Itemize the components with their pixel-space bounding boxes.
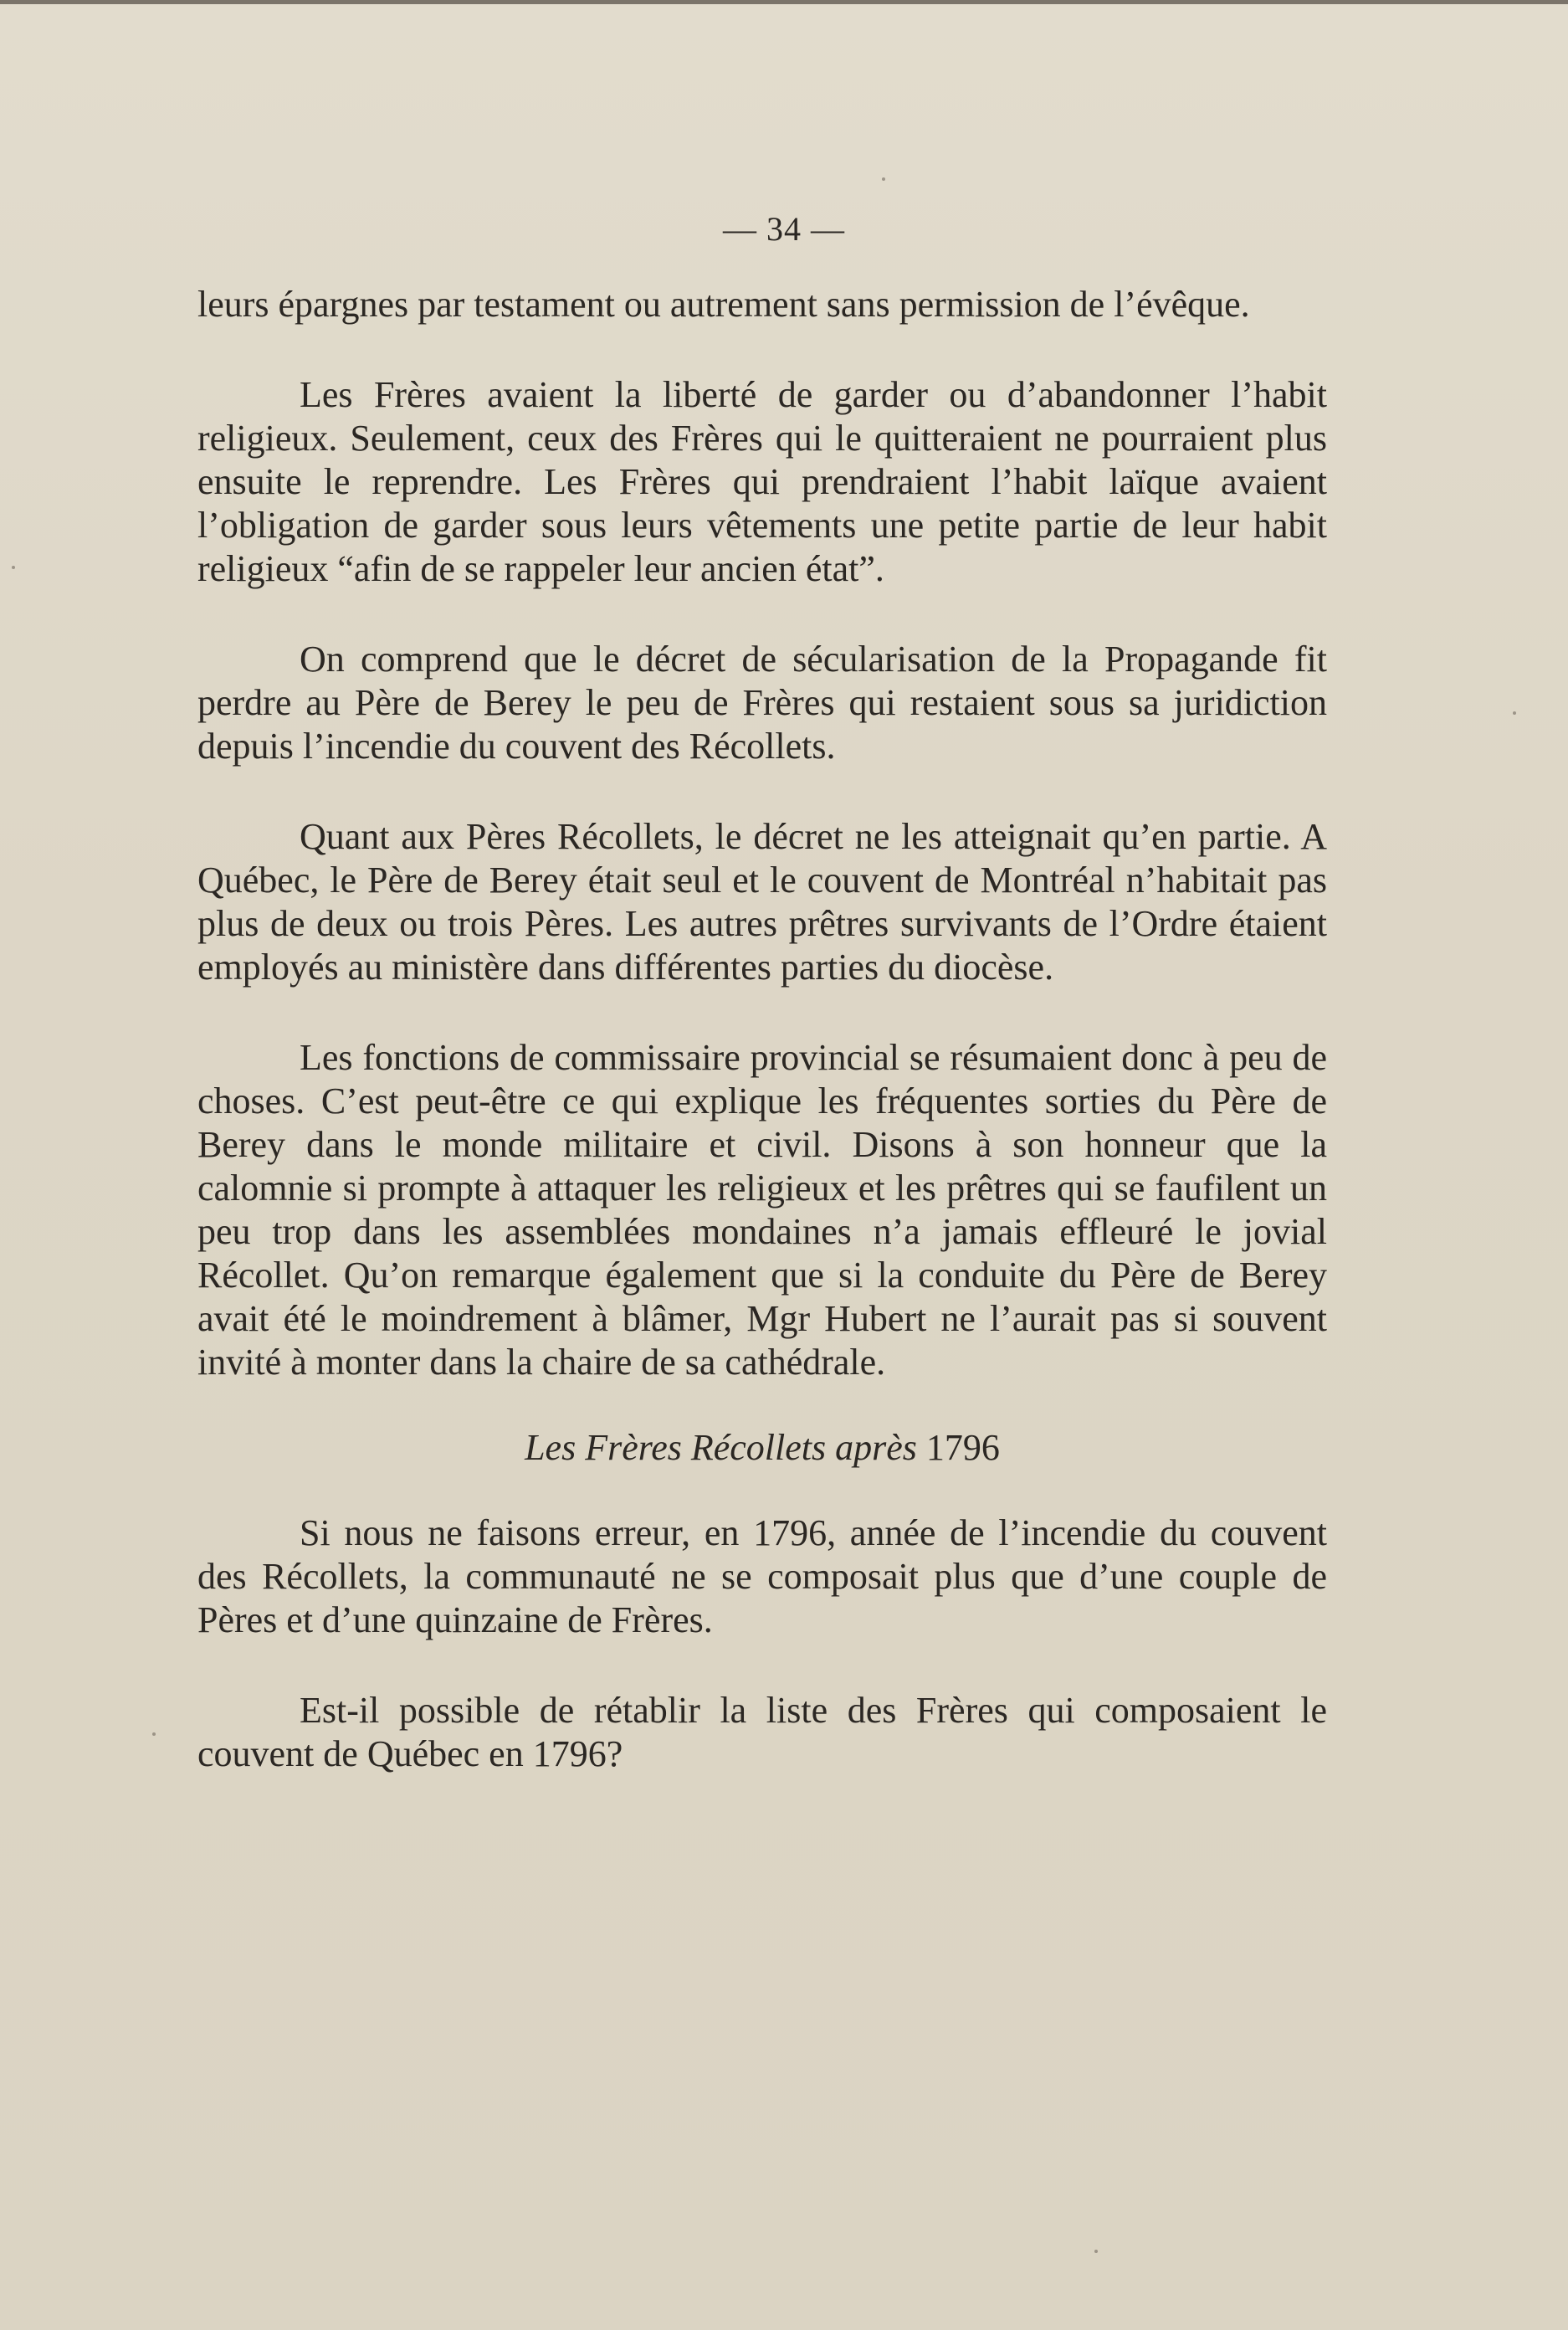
paragraph-5: Les fonctions de commissaire provincial se résumaient donc à peu de choses. C’est peut-être ce qui explique les fréquentes sorties du Père de Berey dans le monde militaire et civil. Disons à son honneur que la calomnie si prompte à attaquer les religieux et les prêtres qui se faufilent un peu trop dans les assemblées mondaines n’a jamais effleuré le jovial Récollet. Qu’on remarque également que si la conduite du Père de Berey avait été le moindrement à blâmer, Mgr Hubert ne l’aurait pas si souvent invité à monter dans la chaire de sa cathédrale. (197, 1037, 1327, 1383)
paragraph-4: Quant aux Pères Récollets, le décret ne les atteignait qu’en partie. A Québec, le Père de Berey était seul et le couvent de Montréal n’habitait pas plus de deux ou trois Pères. Les autres prêtres survivants de l’Ordre étaient employés au ministère dans différentes parties du diocèse. (197, 816, 1327, 988)
paragraph-2: Les Frères avaient la liberté de garder ou d’abandonner l’habit religieux. Seulement, ceux des Frères qui le quitteraient ne pourraient plus ensuite le reprendre. Les Frères qui prendraient l’habit laïque avaient l’obligation de garder sous leurs vêtements une petite partie de leur habit religieux “afin de se rappeler leur ancien état”. (197, 374, 1327, 589)
paragraph-6: Si nous ne faisons erreur, en 1796, année de l’incendie du couvent des Récollets, la communauté ne se composait plus que d’une couple de Pères et d’une quinzaine de Frères. (197, 1512, 1327, 1640)
paper-speck (1094, 2250, 1098, 2253)
paragraph-7: Est-il possible de rétablir la liste des Frères qui composaient le couvent de Québec en 1796? (197, 1690, 1327, 1774)
paper-speck (882, 177, 885, 181)
section-heading-year: 1796 (925, 1427, 1000, 1468)
paragraph-3: On comprend que le décret de sécularisation de la Propagande fit perdre au Père de Berey le peu de Frères qui restaient sous sa juridiction depuis l’incendie du couvent des Récollets. (197, 639, 1327, 767)
body-text (197, 283, 1327, 1823)
page-number: — 34 — (723, 210, 845, 248)
paper-speck (1513, 711, 1516, 715)
section-heading (197, 1426, 1327, 1470)
paper-speck (12, 566, 15, 569)
page-top-edge (0, 0, 1568, 4)
paragraph-1: leurs épargnes par testament ou autrement sans permission de l’évêque. (197, 284, 1250, 325)
paper-speck (152, 1732, 156, 1736)
section-heading-text: Les Frères Récollets après (525, 1427, 917, 1468)
